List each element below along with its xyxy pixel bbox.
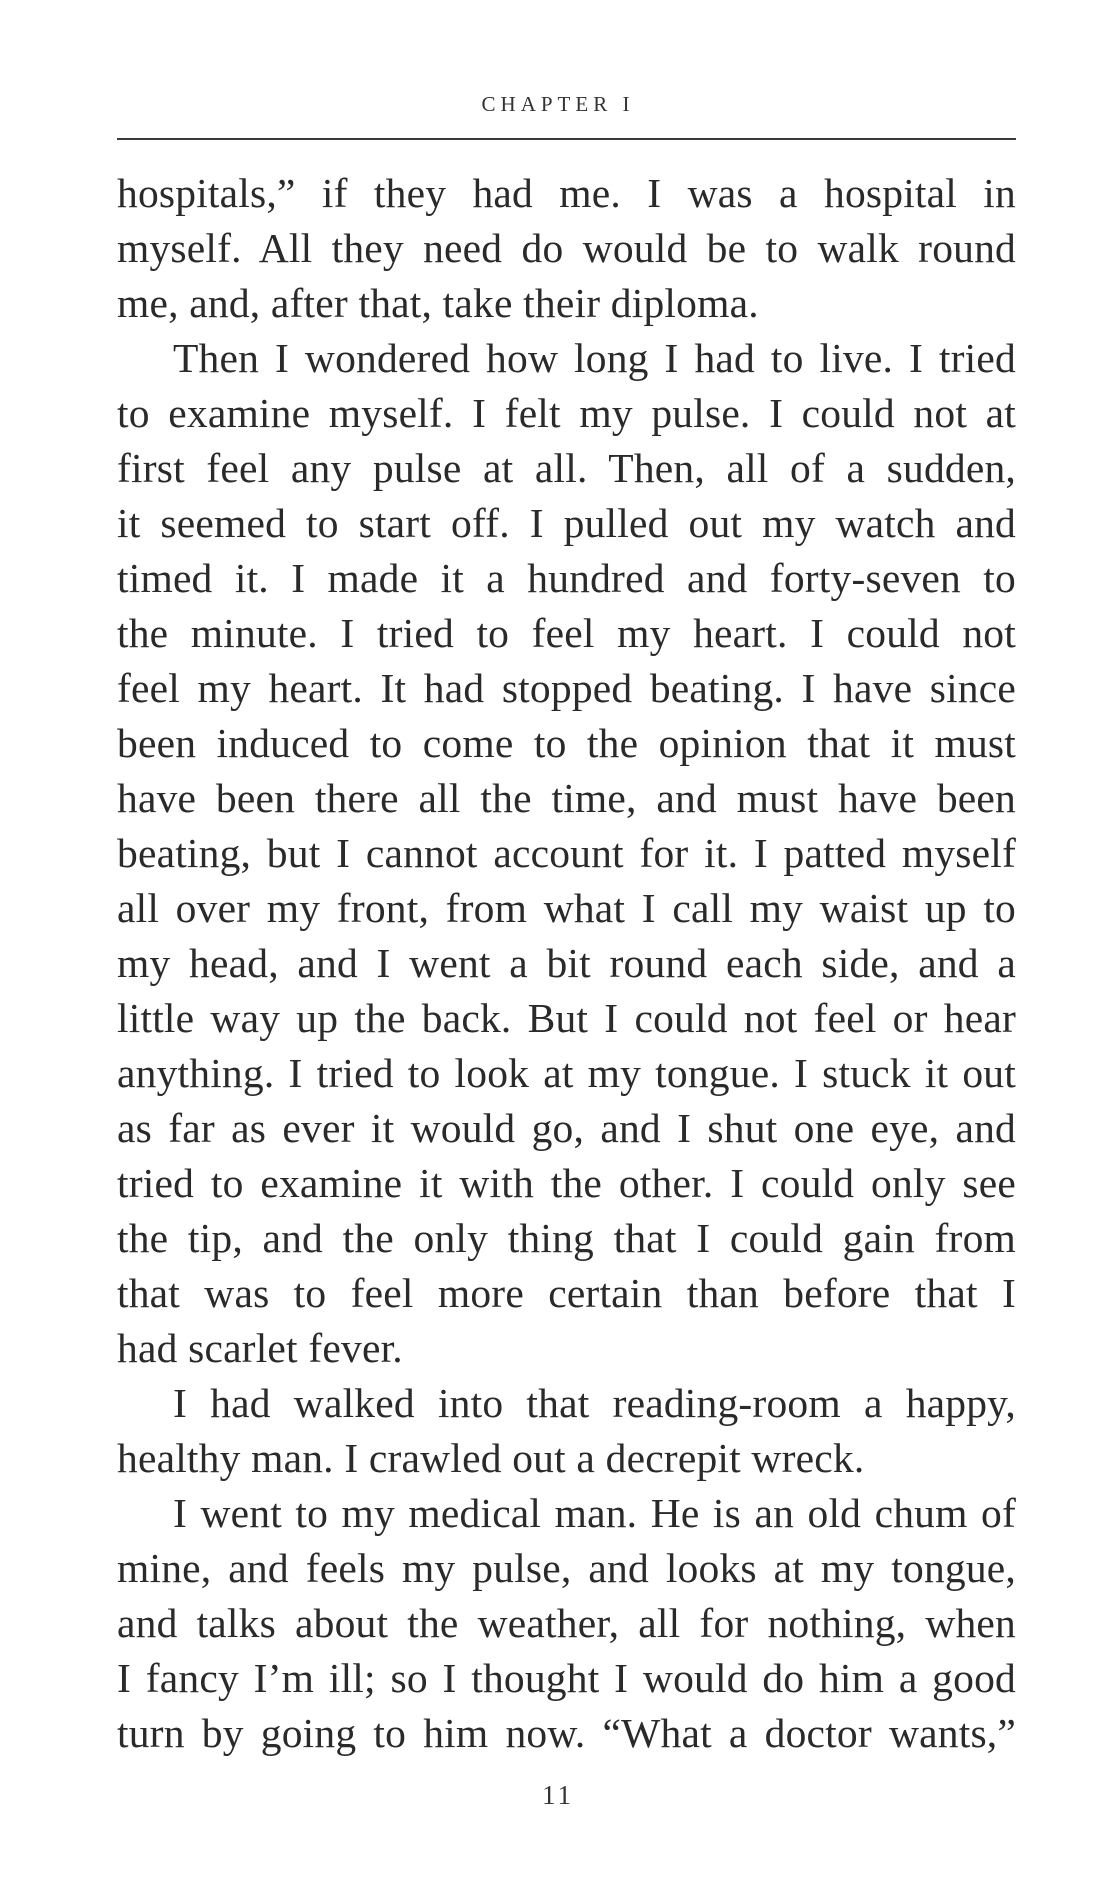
text-line: to examine myself. I felt my pulse. I could not at [117,390,1016,436]
text-line: timed it. I made it a hundred and forty-seven to [117,555,1016,601]
text-line: I had walked into that reading-room a happy, [173,1380,1016,1426]
text-line: as far as ever it would go, and I shut one eye, and [117,1105,1016,1151]
page-number: 11 [542,1780,574,1810]
text-line: mine, and feels my pulse, and looks at my tongue, [117,1545,1016,1591]
text-line: beating, but I cannot account for it. I patted myself [117,830,1016,876]
text-line: I went to my medical man. He is an old chum of [173,1490,1016,1536]
text-line: little way up the back. But I could not feel or hear [117,995,1016,1041]
body-text [117,166,1016,1761]
text-line: myself. All they need do would be to walk round [117,225,1016,271]
header-rule [117,138,1016,140]
text-line: the tip, and the only thing that I could gain from [117,1215,1016,1261]
running-head: CHAPTER I [481,92,635,116]
text-line: all over my front, from what I call my waist up to [117,885,1016,931]
text-line: Then I wondered how long I had to live. I tried [173,335,1016,381]
text-line: me, and, after that, take their diploma. [117,280,759,326]
text-line: feel my heart. It had stopped beating. I have since [117,665,1016,711]
text-line: the minute. I tried to feel my heart. I could not [117,610,1016,656]
text-line: hospitals,” if they had me. I was a hospital in [117,170,1016,216]
text-line: that was to feel more certain than before that I [117,1270,1016,1316]
text-line: had scarlet fever. [117,1325,403,1371]
text-line: been induced to come to the opinion that it must [117,720,1016,766]
text-line: have been there all the time, and must have been [117,775,1016,821]
text-line: healthy man. I crawled out a decrepit wreck. [117,1435,865,1481]
text-line: first feel any pulse at all. Then, all of a sudden, [117,445,1016,491]
text-line: turn by going to him now. “What a doctor wants,” [117,1710,1016,1756]
text-line: it seemed to start off. I pulled out my watch and [117,500,1016,546]
text-line: my head, and I went a bit round each side, and a [117,940,1016,986]
text-line: anything. I tried to look at my tongue. I stuck it out [117,1050,1016,1096]
text-line: tried to examine it with the other. I could only see [117,1160,1016,1206]
text-line: I fancy I’m ill; so I thought I would do him a good [117,1655,1016,1701]
text-line: and talks about the weather, all for nothing, when [117,1600,1016,1646]
